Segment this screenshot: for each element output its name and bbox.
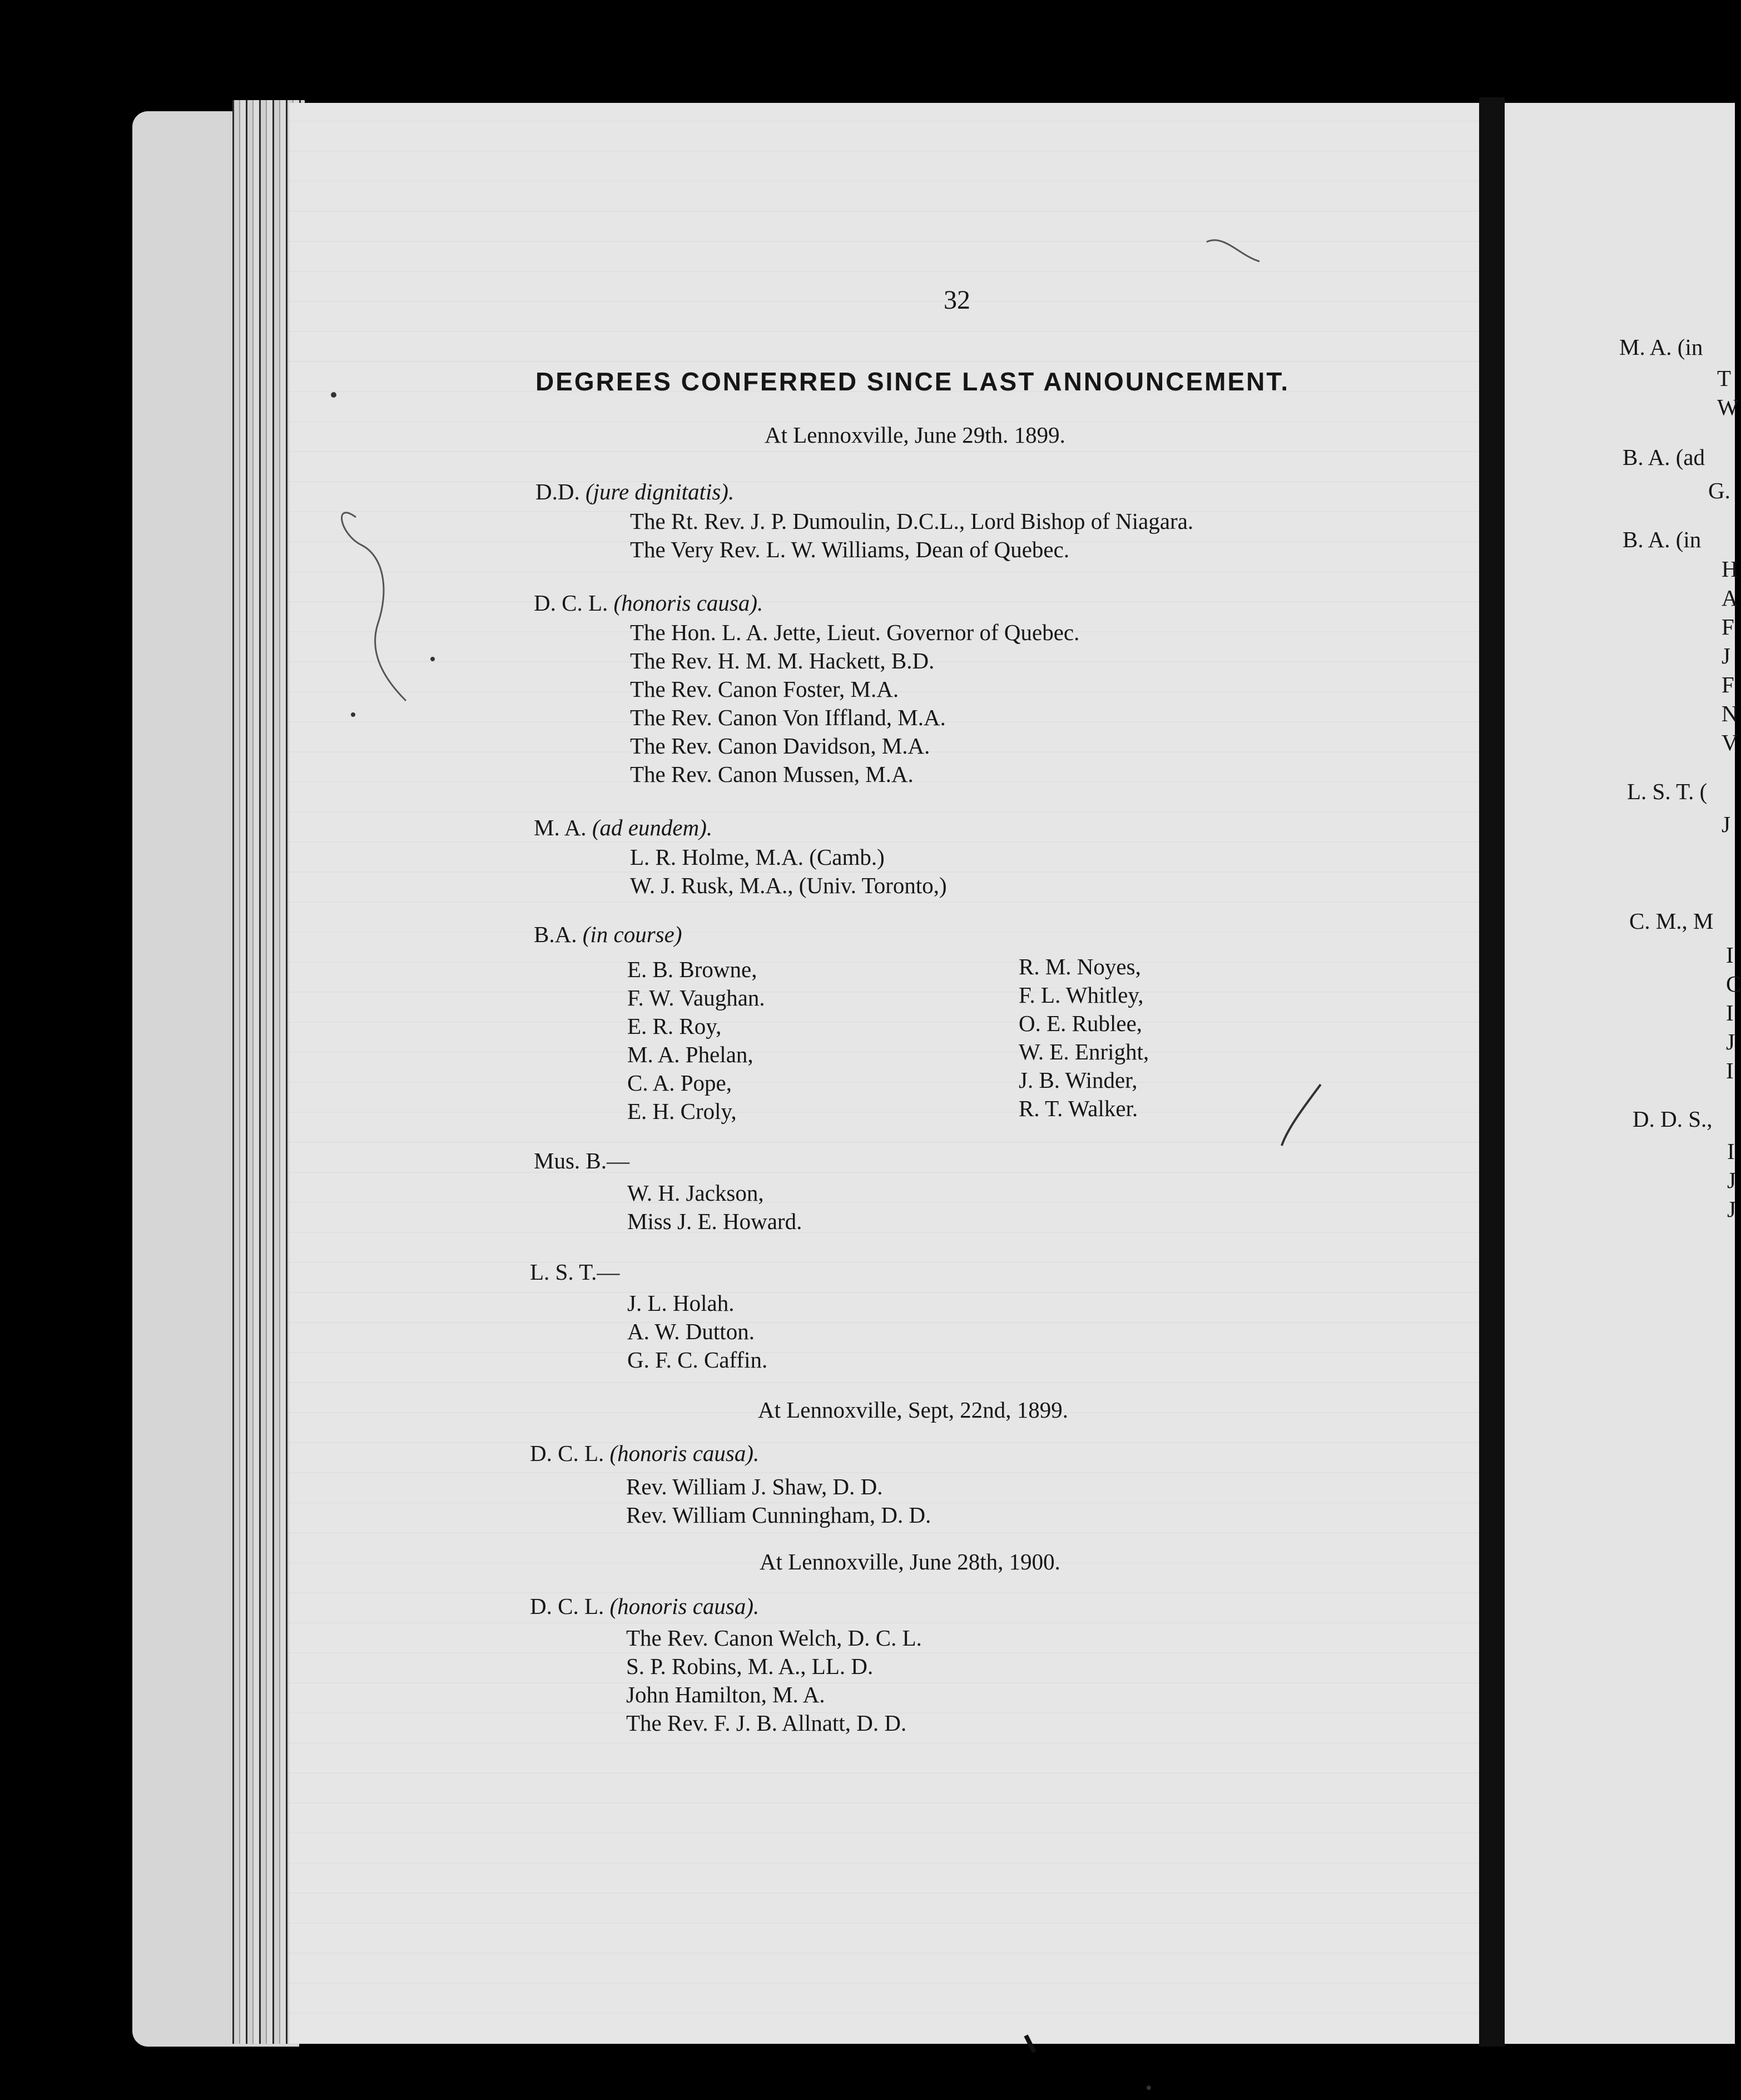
name-line: Rev. William J. Shaw, D. D.	[626, 1474, 883, 1499]
dust-speck	[331, 392, 336, 398]
name-line: L. R. Holme, M.A. (Camb.)	[630, 844, 885, 870]
facing-fragment: J	[1727, 1196, 1736, 1222]
pen-stroke	[1282, 1084, 1321, 1146]
ink-speck	[1026, 2035, 1034, 2052]
name-line: A. W. Dutton.	[627, 1319, 755, 1344]
name-line: J. B. Winder,	[1019, 1067, 1138, 1093]
name-line: The Rt. Rev. J. P. Dumoulin, D.C.L., Lord Bishop of Niagara.	[630, 508, 1194, 534]
name-line: R. T. Walker.	[1019, 1096, 1138, 1121]
facing-fragment: B. A. (in	[1623, 527, 1702, 552]
facing-fragment: I	[1726, 1058, 1734, 1083]
degree-label-lst: L. S. T.—	[530, 1259, 620, 1285]
degree-label-dcl: D. C. L. (honoris causa).	[534, 590, 763, 616]
session-title-2: At Lennoxville, Sept, 22nd, 1899.	[758, 1397, 1069, 1423]
facing-fragment: I	[1727, 1138, 1735, 1164]
name-line: J. L. Holah.	[627, 1290, 735, 1316]
facing-fragment: W	[1717, 394, 1739, 420]
degree-label-ma: M. A. (ad eundem).	[534, 815, 713, 840]
name-line: G. F. C. Caffin.	[627, 1347, 768, 1373]
name-line: W. E. Enright,	[1019, 1039, 1149, 1064]
facing-fragment: G.	[1708, 478, 1730, 503]
degree-label-mus: Mus. B.—	[534, 1148, 630, 1173]
degree-label-dd: D.D. (jure dignitatis).	[535, 479, 735, 504]
facing-fragment: H	[1722, 556, 1738, 582]
name-line: F. W. Vaughan.	[627, 985, 765, 1011]
degree-label-ba: B.A. (in course)	[534, 922, 682, 947]
facing-fragment: V	[1722, 730, 1738, 755]
name-line: C. A. Pope,	[627, 1070, 732, 1096]
name-line: The Rev. Canon Davidson, M.A.	[630, 733, 930, 759]
name-line: The Rev. Canon Von Iffland, M.A.	[630, 705, 946, 730]
name-line: Miss J. E. Howard.	[627, 1209, 802, 1234]
session-title-1: At Lennoxville, June 29th. 1899.	[765, 422, 1065, 448]
facing-fragment: L. S. T. (	[1627, 779, 1708, 804]
facing-fragment: J	[1726, 1029, 1735, 1054]
facing-fragment: J	[1722, 811, 1730, 837]
name-line: The Very Rev. L. W. Williams, Dean of Quebec.	[630, 537, 1070, 562]
name-line: The Rev. Canon Welch, D. C. L.	[626, 1625, 922, 1651]
page-heading: DEGREES CONFERRED SINCE LAST ANNOUNCEMENT.	[535, 367, 1290, 396]
page-number: 32	[944, 285, 970, 315]
name-line: O. E. Rublee,	[1019, 1011, 1143, 1036]
facing-fragment: B. A. (ad	[1623, 444, 1705, 470]
facing-fragment: D. D. S.,	[1633, 1106, 1713, 1132]
name-line: The Rev. Canon Foster, M.A.	[630, 676, 899, 702]
name-line: The Hon. L. A. Jette, Lieut. Governor of Quebec.	[630, 620, 1080, 645]
facing-fragment: N	[1722, 701, 1738, 726]
name-line: F. L. Whitley,	[1019, 982, 1144, 1008]
facing-fragment: A	[1722, 585, 1738, 611]
facing-fragment: I	[1726, 1000, 1734, 1026]
facing-fragment: F	[1722, 614, 1734, 640]
facing-fragment: J	[1722, 643, 1730, 668]
facing-fragment: C. M., M	[1629, 908, 1714, 934]
hair-fiber	[1207, 240, 1259, 261]
facing-fragment: T	[1717, 365, 1732, 391]
name-line: E. B. Browne,	[627, 957, 757, 982]
facing-fragment: I	[1726, 942, 1734, 968]
dust-speck	[1147, 2086, 1151, 2090]
dust-speck	[351, 712, 355, 717]
dust-speck	[430, 657, 435, 661]
name-line: E. R. Roy,	[627, 1013, 722, 1039]
facing-fragment: M. A. (in	[1619, 334, 1703, 360]
facing-fragment: C	[1726, 971, 1741, 997]
name-line: The Rev. F. J. B. Allnatt, D. D.	[626, 1710, 907, 1736]
name-line: The Rev. H. M. M. Hackett, B.D.	[630, 648, 935, 673]
facing-fragment: J	[1727, 1167, 1736, 1193]
name-line: R. M. Noyes,	[1019, 954, 1141, 979]
name-line: W. J. Rusk, M.A., (Univ. Toronto,)	[630, 873, 947, 898]
facing-fragment: F	[1722, 672, 1734, 697]
name-line: W. H. Jackson,	[627, 1180, 764, 1206]
name-line: M. A. Phelan,	[627, 1042, 753, 1067]
name-line: S. P. Robins, M. A., LL. D.	[626, 1653, 874, 1679]
hair-fiber	[342, 513, 406, 701]
name-line: E. H. Croly,	[627, 1098, 737, 1124]
degree-label-dcl: D. C. L. (honoris causa).	[530, 1593, 760, 1619]
degree-label-dcl: D. C. L. (honoris causa).	[530, 1440, 760, 1466]
name-line: The Rev. Canon Mussen, M.A.	[630, 761, 914, 787]
session-title-3: At Lennoxville, June 28th, 1900.	[760, 1549, 1060, 1574]
name-line: John Hamilton, M. A.	[626, 1682, 825, 1707]
name-line: Rev. William Cunningham, D. D.	[626, 1502, 931, 1528]
